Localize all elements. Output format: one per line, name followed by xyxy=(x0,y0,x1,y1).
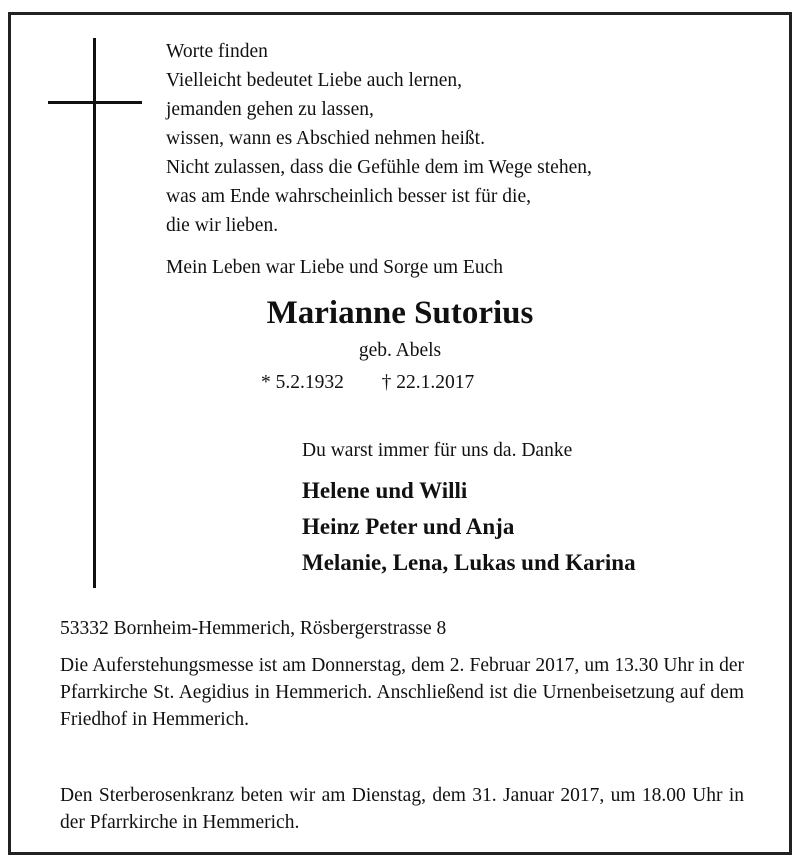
maiden-name: geb. Abels xyxy=(358,340,442,361)
family-list xyxy=(302,473,636,581)
life-dates xyxy=(261,372,474,394)
family-member: Helene und Willi xyxy=(302,478,468,503)
poem-line: jemanden gehen zu lassen, xyxy=(166,99,374,120)
rosary-info: Den Sterberosenkranz beten wir am Dienstag, dem 31. Januar 2017, um 18.00 Uhr in der Pfarrkirche in Hemmerich. xyxy=(60,785,744,833)
poem-line: Worte finden xyxy=(166,41,268,62)
family-member: Melanie, Lena, Lukas und Karina xyxy=(302,550,636,575)
service-info: Die Auferstehungsmesse ist am Donnerstag, dem 2. Februar 2017, um 13.30 Uhr in der Pfarrkirche St. Aegidius in Hemmerich. Anschließend ist die Urnenbeisetzung auf dem Friedhof in Hemmerich. xyxy=(60,655,744,730)
poem-line: Vielleicht bedeutet Liebe auch lernen, xyxy=(166,70,463,91)
motto: Mein Leben war Liebe und Sorge um Euch xyxy=(166,257,504,278)
address: 53332 Bornheim-Hemmerich, Rösbergerstrasse 8 xyxy=(60,618,447,639)
birth-date: * 5.2.1932 xyxy=(261,372,344,393)
cross-icon-bar xyxy=(48,101,142,104)
poem-line: was am Ende wahrscheinlich besser ist für die, xyxy=(166,186,531,207)
family-member: Heinz Peter und Anja xyxy=(302,514,515,539)
poem-line: wissen, wann es Abschied nehmen heißt. xyxy=(166,128,485,149)
deceased-name: Marianne Sutorius xyxy=(266,295,534,331)
thanks-line: Du warst immer für uns da. Danke xyxy=(302,440,573,461)
death-date: † 22.1.2017 xyxy=(381,372,475,393)
obituary-frame xyxy=(8,12,792,855)
poem-line: die wir lieben. xyxy=(166,215,279,236)
poem xyxy=(166,37,592,240)
poem-line: Nicht zulassen, dass die Gefühle dem im Wege stehen, xyxy=(166,157,592,178)
